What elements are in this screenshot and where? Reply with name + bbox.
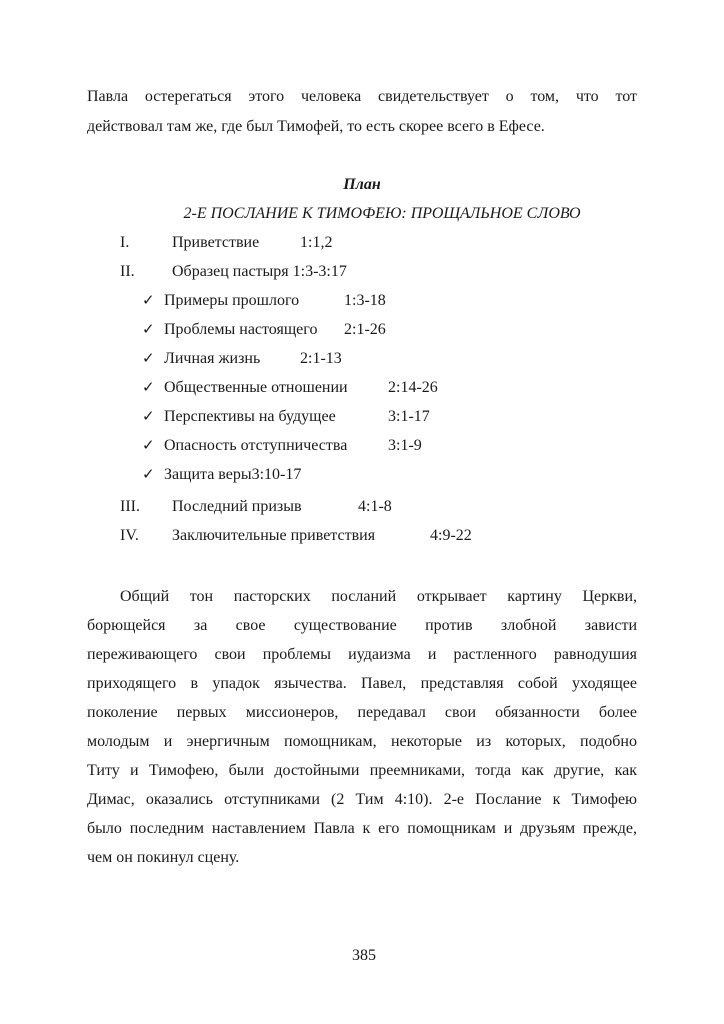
intro-line: Павла остерегаться этого человека свидетельствует о том, что тот (87, 88, 637, 105)
outline-subitem-ref: 1:3-18 (344, 292, 386, 309)
outline-numeral: IV. (120, 527, 139, 544)
outline-item-ref: 4:1-8 (358, 498, 392, 515)
body-line: приходящего в упадок язычества. Павел, представляя собой уходящее (87, 675, 637, 692)
outline-numeral: I. (120, 234, 130, 251)
outline-item-label: Образец пастыря 1:3-3:17 (172, 263, 347, 280)
outline-subitem-label: Проблемы настоящего (164, 321, 318, 338)
body-line: поколение первых миссионеров, передавал свои обязанности более (87, 704, 637, 721)
outline-item-label: Заключительные приветствия (172, 527, 376, 544)
outline-numeral: II. (120, 263, 135, 280)
body-line: борющейся за свое существование против злобной зависти (87, 617, 637, 634)
checkmark-icon: ✓ (142, 293, 155, 309)
outline-subitem-ref: 2:1-13 (300, 350, 342, 367)
plan-title: План (343, 176, 381, 193)
checkmark-icon: ✓ (142, 409, 155, 425)
outline-subitem-label: Примеры прошлого (164, 292, 300, 309)
outline-item-label: Приветствие (172, 234, 260, 251)
plan-subtitle: 2-Е ПОСЛАНИЕ К ТИМОФЕЮ: ПРОЩАЛЬНОЕ СЛОВО (183, 205, 581, 222)
outline-subitem-ref: 3:1-17 (388, 408, 430, 425)
outline-item-ref: 1:1,2 (300, 234, 333, 251)
body-line: было последним наставлением Павла к его помощникам и друзьям прежде, (87, 820, 637, 837)
body-line: Титу и Тимофею, были достойными преемниками, тогда как другие, как (87, 762, 637, 779)
checkmark-icon: ✓ (142, 467, 155, 483)
checkmark-icon: ✓ (142, 380, 155, 396)
outline-subitem-label: Личная жизнь (164, 350, 261, 367)
page-number: 385 (352, 947, 376, 964)
outline-subitem-label: Общественные отношении (164, 379, 348, 396)
checkmark-icon: ✓ (142, 322, 155, 338)
intro-line: действовал там же, где был Тимофей, то есть скорее всего в Ефесе. (87, 118, 545, 135)
outline-item-label: Последний призыв (172, 498, 302, 515)
outline-subitem-label: Опасность отступничества (164, 437, 348, 454)
body-line: Димас, оказались отступниками (2 Тим 4:10). 2-е Послание к Тимофею (87, 791, 637, 808)
outline-numeral: III. (120, 498, 140, 515)
outline-subitem-ref: 3:1-9 (388, 437, 422, 454)
body-line: молодым и энергичным помощникам, некоторые из которых, подобно (87, 733, 637, 750)
outline-subitem-label: Перспективы на будущее (164, 408, 336, 425)
checkmark-icon: ✓ (142, 351, 155, 367)
body-line: Общий тон пасторских посланий открывает картину Церкви, (120, 588, 637, 605)
outline-item-ref: 4:9-22 (430, 527, 472, 544)
outline-subitem-ref: 2:14-26 (388, 379, 438, 396)
checkmark-icon: ✓ (142, 438, 155, 454)
body-line: чем он покинул сцену. (87, 849, 240, 866)
outline-subitem-ref: 2:1-26 (344, 321, 386, 338)
outline-subitem-label: Защита веры3:10-17 (164, 466, 302, 483)
body-line: переживающего свои проблемы иудаизма и растленного равнодушия (87, 646, 637, 663)
